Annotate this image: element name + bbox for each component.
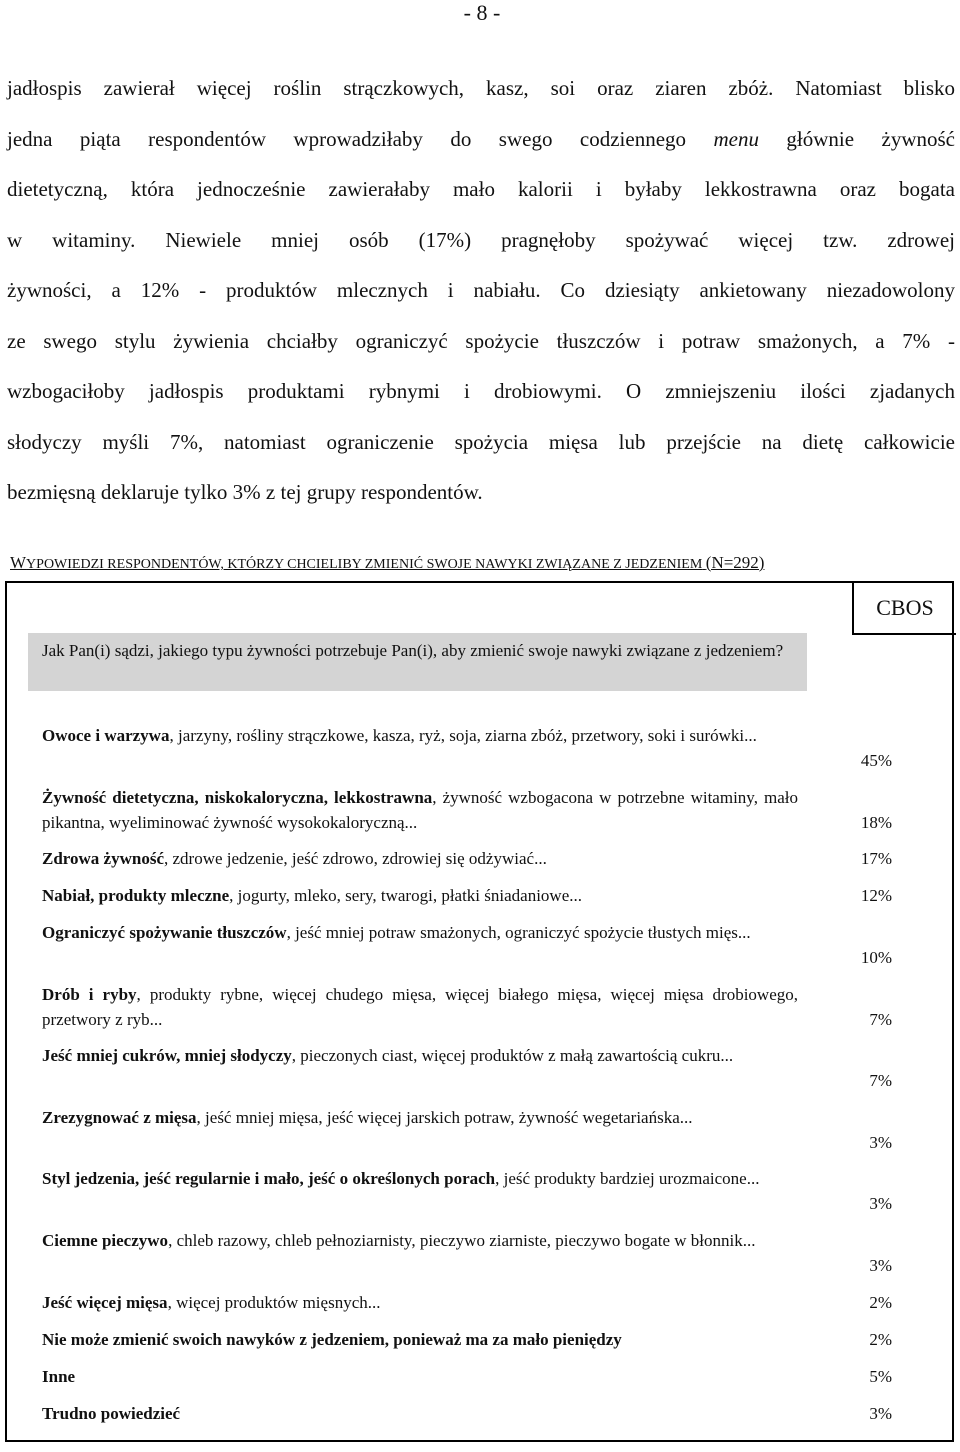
answer-details: , produkty rybne, więcej chudego mięsa, więcej białego mięsa, więcej mięsa drobiowego, przetwory z ryb... bbox=[42, 985, 798, 1029]
answer-category: Ograniczyć spożywanie tłuszczów bbox=[42, 923, 287, 942]
body-paragraph bbox=[7, 63, 955, 518]
answer-text bbox=[42, 1401, 798, 1426]
answer-details: , jogurty, mleko, sery, twarogi, płatki śniadaniowe... bbox=[229, 886, 583, 905]
answer-text bbox=[42, 1043, 798, 1068]
answer-text bbox=[42, 920, 798, 945]
table-title-text: YPOWIEDZI RESPONDENTÓW, KTÓRZY CHCIELIBY ZMIENIĆ SWOJE NAWYKI ZWIĄZANE Z JEDZENIEM bbox=[26, 557, 703, 572]
answer-text bbox=[42, 785, 798, 835]
answer-category: Inne bbox=[42, 1367, 76, 1386]
body-line: jadłospis zawierał więcej roślin strączkowych, kasz, soi oraz ziaren zbóż. Natomiast blisko bbox=[7, 76, 955, 100]
answer-details: , więcej produktów mięsnych... bbox=[167, 1293, 381, 1312]
answer-percentage: 12% bbox=[860, 886, 892, 905]
answer-category: Jeść więcej mięsa bbox=[42, 1293, 168, 1312]
answer-percentage: 3% bbox=[869, 1404, 892, 1423]
body-line: żywności, a 12% - produktów mlecznych i nabiału. Co dziesiąty ankietowany niezadowolony bbox=[7, 278, 955, 302]
answer-percentage: 7% bbox=[869, 1071, 892, 1090]
answer-details: , chleb razowy, chleb pełnoziarnisty, pieczywo ziarniste, pieczywo bogate w błonnik... bbox=[168, 1231, 756, 1250]
answer-percentage: 5% bbox=[869, 1367, 892, 1386]
answer-percentage: 2% bbox=[869, 1330, 892, 1349]
source-label: CBOS bbox=[852, 581, 956, 635]
answer-percentage: 3% bbox=[869, 1133, 892, 1152]
answer-category: Jeść mniej cukrów, mniej słodyczy bbox=[42, 1046, 292, 1065]
answer-category: Styl jedzenia, jeść regularnie i mało, jeść o określonych porach bbox=[42, 1169, 496, 1188]
table-title bbox=[10, 552, 950, 576]
answer-category: Nabiał, produkty mleczne bbox=[42, 886, 230, 905]
answer-text bbox=[42, 1105, 798, 1130]
answer-percentage: 45% bbox=[860, 751, 892, 770]
answer-percentage: 7% bbox=[869, 1010, 892, 1029]
answer-category: Zdrowa żywność bbox=[42, 849, 164, 868]
answer-text bbox=[42, 982, 798, 1032]
answer-category: Ciemne pieczywo bbox=[42, 1231, 169, 1250]
answer-details: , pieczonych ciast, więcej produktów z małą zawartością cukru... bbox=[291, 1046, 734, 1065]
answer-percentage: 3% bbox=[869, 1194, 892, 1213]
answer-category: Owoce i warzywa bbox=[42, 726, 170, 745]
survey-question: Jak Pan(i) sądzi, jakiego typu żywności potrzebuje Pan(i), aby zmienić swoje nawyki związane z jedzeniem? bbox=[28, 633, 807, 691]
answer-text bbox=[42, 883, 798, 908]
answer-percentage: 3% bbox=[869, 1256, 892, 1275]
body-line: dietetyczną, która jednocześnie zawierałaby mało kalorii i byłaby lekkostrawna oraz bogata bbox=[7, 177, 955, 201]
answer-text bbox=[42, 1228, 798, 1253]
answer-category: Nie może zmienić swoich nawyków z jedzeniem, ponieważ ma za mało pieniędzy bbox=[42, 1330, 622, 1349]
answer-details: , żywność wzbogacona w potrzebne witaminy, mało pikantna, wyeliminować żywność wysokokaloryczną... bbox=[42, 788, 798, 832]
italic-word: menu bbox=[713, 126, 759, 151]
body-line: wzbogaciłoby jadłospis produktami rybnymi i drobiowymi. O zmniejszeniu ilości zjadanych bbox=[7, 379, 955, 403]
body-line: w witaminy. Niewiele mniej osób (17%) pragnęłoby spożywać więcej tzw. zdrowej bbox=[7, 227, 955, 252]
answer-percentage: 10% bbox=[860, 948, 892, 967]
answer-category: Trudno powiedzieć bbox=[42, 1404, 181, 1423]
table-title-n: (N=292) bbox=[705, 553, 765, 572]
answer-percentage: 18% bbox=[860, 813, 892, 832]
answer-text bbox=[42, 1364, 798, 1389]
body-line: ze swego stylu żywienia chciałby ograniczyć spożycie tłuszczów i potraw smażonych, a 7% - bbox=[7, 328, 955, 353]
answer-details: , jeść mniej potraw smażonych, ograniczyć spożycie tłustych mięs... bbox=[286, 923, 751, 942]
answer-category: Drób i ryby bbox=[42, 985, 137, 1004]
body-line: jedna piąta respondentów wprowadziłaby do swego codziennego menu głównie żywność bbox=[7, 126, 955, 151]
answer-details: , zdrowe jedzenie, jeść zdrowo, zdrowiej się odżywiać... bbox=[164, 849, 547, 868]
answer-details: , jarzyny, rośliny strączkowe, kasza, ryż, soja, ziarna zbóż, przetwory, soki i surówki... bbox=[169, 726, 757, 745]
answer-percentage: 17% bbox=[860, 849, 892, 868]
answer-text bbox=[42, 846, 798, 871]
answer-text bbox=[42, 723, 798, 748]
page-number: - 8 - bbox=[463, 0, 501, 25]
answer-details: , jeść produkty bardziej urozmaicone... bbox=[495, 1169, 760, 1188]
answer-details: , jeść mniej mięsa, jeść więcej jarskich potraw, żywność wegetariańska... bbox=[196, 1108, 693, 1127]
answer-category: Żywność dietetyczna, niskokaloryczna, lekkostrawna bbox=[42, 788, 433, 807]
body-line: słodyczy myśli 7%, natomiast ograniczenie spożycia mięsa lub przejście na dietę całkowicie bbox=[7, 429, 955, 454]
body-line: bezmięsną deklaruje tylko 3% z tej grupy respondentów. bbox=[7, 480, 483, 504]
answer-text bbox=[42, 1290, 798, 1315]
answer-category: Zrezygnować z mięsa bbox=[42, 1108, 197, 1127]
answer-text bbox=[42, 1166, 798, 1191]
answer-text bbox=[42, 1327, 798, 1352]
table-title-initial: W bbox=[10, 553, 27, 572]
answer-percentage: 2% bbox=[869, 1293, 892, 1312]
